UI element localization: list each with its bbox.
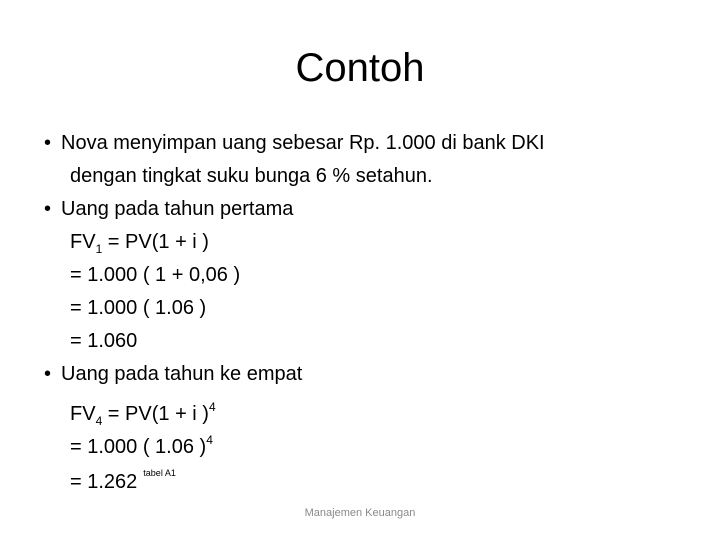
fv4-step-1-text: = 1.000 ( 1.06 ) <box>70 436 207 458</box>
fv1-result-text: = 1.060 <box>70 330 138 352</box>
slide-title: Contoh <box>295 46 425 90</box>
fv4-result <box>44 457 684 493</box>
bullet-3-text: Uang pada tahun ke empat <box>61 363 303 385</box>
fv1-prefix: FV <box>70 231 96 253</box>
bullet-icon: • <box>44 198 52 220</box>
bullet-1-line-1 <box>44 127 684 160</box>
fv4-subscript: 4 <box>95 414 103 428</box>
bullet-3-line <box>44 358 684 391</box>
bullet-icon: • <box>44 363 52 385</box>
fv4-step-1 <box>44 424 684 457</box>
fv4-formula <box>44 391 684 428</box>
fv1-formula <box>44 226 684 259</box>
fv1-step-2 <box>44 292 684 325</box>
bullet-1-line-2 <box>44 160 684 193</box>
fv4-rest: = PV(1 + i ) <box>102 403 209 425</box>
slide-content <box>44 127 684 493</box>
fv1-step-1 <box>44 259 684 292</box>
fv1-result <box>44 325 684 358</box>
bullet-2-line <box>44 193 684 226</box>
bullet-1-text: Nova menyimpan uang sebesar Rp. 1.000 di bank DKI <box>61 132 545 154</box>
fv1-step-1-text: = 1.000 ( 1 + 0,06 ) <box>70 264 241 286</box>
slide-footer: Manajemen Keuangan <box>304 507 416 519</box>
bullet-1-continuation: dengan tingkat suku bunga 6 % setahun. <box>70 165 433 187</box>
bullet-icon: • <box>44 132 52 154</box>
fv1-step-2-text: = 1.000 ( 1.06 ) <box>70 297 207 319</box>
bullet-2-text: Uang pada tahun pertama <box>61 198 294 220</box>
fv4-result-text: = 1.262 <box>70 471 138 493</box>
fv1-subscript: 1 <box>95 242 103 256</box>
fv1-rest: = PV(1 + i ) <box>102 231 209 253</box>
fv4-exponent: 4 <box>208 400 216 414</box>
fv4-prefix: FV <box>70 403 96 425</box>
fv4-step-1-exponent: 4 <box>206 433 213 447</box>
table-note: tabel A1 <box>143 468 176 478</box>
